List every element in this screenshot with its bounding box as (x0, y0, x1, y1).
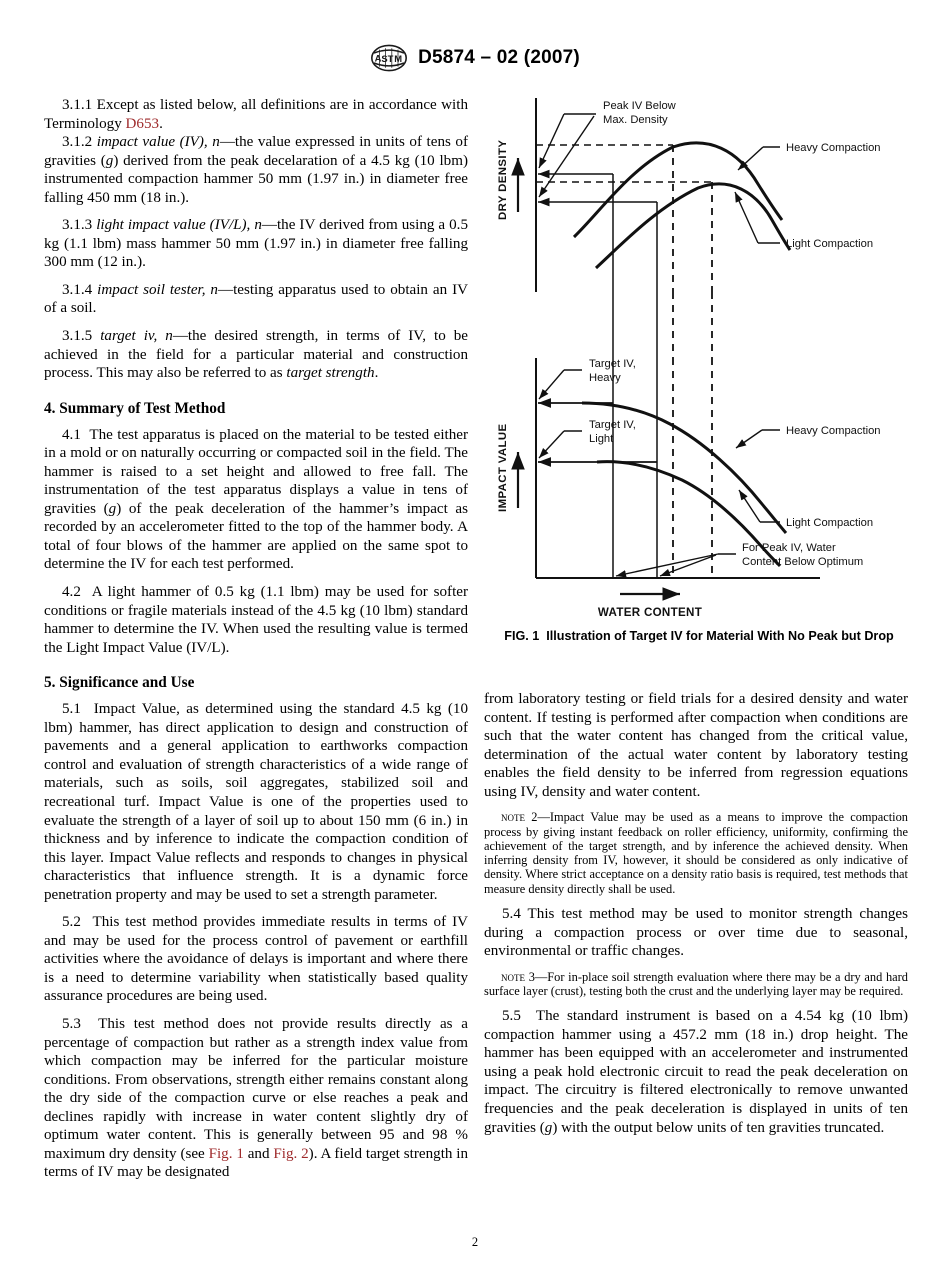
paragraph-3-1-5: 3.1.5 target iv, n—the desired strength, in terms of IV, to be achieved in the field for a particular material and construction process. This may also be referred to as target strength. (44, 328, 468, 382)
paragraph-3-1-4: 3.1.4 impact soil tester, n—testing apparatus used to obtain an IV of a soil. (44, 281, 468, 317)
paragraph-3-1-3: 3.1.3 light impact value (IV/L), n—the IV derived from using a 0.5 kg (1.1 lbm) mass hammer 50 mm (1.97 in.) in diameter free falling 300 mm (12 in.). (44, 217, 468, 271)
xref-d653[interactable]: D653 (125, 115, 160, 132)
heading-section-5: 5. Significance and Use (44, 674, 195, 692)
light-compaction-label-top: Light Compaction (786, 238, 874, 250)
paragraph-4-1: 4.1 The test apparatus is placed on the material to be tested either in a mold or on naturally occurring or compacted soil in the field. The hammer is raised to a set height and allowed to free fall. The instrumentation of the test apparatus displays a value in tens of gravities (g) of the peak deceleration of the hammer’s impact as recorded by an accelerometer fitted to the top of the hammer body. A total of four blows of the hammer are applied on the same spot to determine the IV for each test performed. (44, 426, 468, 573)
note-2-number: 2 (531, 810, 538, 825)
target-iv-light-label-line1: Target IV, (589, 419, 636, 431)
target-iv-light-label-line2: Light (589, 433, 614, 445)
note-2 (484, 810, 908, 896)
target-iv-light-pointer (539, 431, 564, 458)
paragraph-5-3: 5.3 This test method does not provide results directly as a percentage of compaction but rather as a strength index value from which compaction may be inferred for the particular moisture conditions. From observations, strength either remains constant along the dry side of the compaction curve or else reaches a peak and declines rapidly with increase in water content slightly dry of optimum water content. This is generally between 95 and 98 % maximum dry density (see Fig. 1 and Fig. 2). A field target strength in terms of IV may be designated (44, 1015, 469, 1181)
paragraph-5-4: 5.4 This test method may be used to monitor strength changes during a compaction process or over time due to seasonal, environmental or traffic changes. (484, 906, 908, 960)
peak-iv-annotation-line1: Peak IV Below (603, 100, 676, 112)
figure-1-graphic (490, 92, 908, 622)
bottom-panel-x-axis-label: WATER CONTENT (597, 606, 703, 619)
astm-logo-icon (370, 44, 408, 72)
heavy-compaction-label-bottom: Heavy Compaction (786, 425, 881, 437)
paragraph-4-2: 4.2 A light hammer of 0.5 kg (1.1 lbm) may be used for softer conditions or fragile materials instead of the 4.5 kg (10 lbm) standard hammer to determine the IV. When used the resulting value is termed the Light Impact Value (IV/L). (44, 584, 468, 656)
heading-section-4: 4. Summary of Test Method (44, 399, 226, 417)
inter-panel-connectors (613, 292, 712, 358)
note-3 (484, 970, 908, 999)
figure-1-caption-text: Illustration of Target IV for Material With No Peak but Drop (546, 629, 894, 643)
page-number: 2 (471, 1235, 479, 1249)
heavy-compaction-curve-top (574, 143, 782, 237)
note-3-label: note (501, 969, 525, 984)
right-column (484, 690, 908, 1137)
standard-designation: D5874 – 02 (2007) (418, 47, 580, 68)
peak-iv-arrow-light (539, 116, 594, 197)
paragraph-3-1-2: 3.1.2 impact value (IV), n—the value expressed in units of tens of gravities (g) derived from the peak decelaration of a 4.5 kg (10 lbm) instrumented compaction hammer 50 mm (1.97 in.) in diameter free falling 450 mm (18 in.). (44, 134, 468, 206)
peak-iv-annotation-line2: Max. Density (603, 114, 668, 126)
xref-fig-2[interactable]: Fig. 2 (273, 1145, 309, 1162)
figure-1-container (490, 92, 908, 644)
xref-fig-1[interactable]: Fig. 1 (208, 1145, 244, 1162)
paragraph-3-1-1: 3.1.1 Except as listed below, all definitions are in accordance with Terminology D653. (44, 97, 468, 132)
svg-text:A: A (374, 52, 382, 64)
svg-text:M: M (394, 52, 403, 64)
heavy-compaction-label-top: Heavy Compaction (786, 142, 881, 154)
paragraph-5-1: 5.1 Impact Value, as determined using the standard 4.5 kg (10 lbm) hammer, has direct application to design and construction of pavements and a general application to earthworks compaction control and evaluation of strength characteristics of a wide range of materials, such as soils, soil aggregates, stabilized soil and recreational turf. Impact Value is one of the properties used to evaluate the strength of a layer of soil up to about 150 mm (6 in.) in thickness and by inference to indicate the compaction condition of this layer. Impact Value reflects and responds to changes in physical characteristics that influence strength. It is a dynamic force penetration property and may be used to set a strength parameter. (44, 701, 468, 903)
figure-1-caption-number: FIG. 1 (504, 629, 540, 643)
figure-1-caption (490, 628, 908, 644)
left-column (44, 96, 468, 1182)
note-3-number: 3 (528, 969, 535, 984)
page-header (0, 44, 950, 78)
heavy-compaction-arrow-top (738, 147, 763, 170)
svg-text:T: T (387, 53, 394, 64)
bottom-panel-impact-value (497, 358, 881, 619)
note-3-text: —For in-place soil strength evaluation where there may be a dry and hard surface layer (crust), testing both the crust and the underlying layer may be required. (484, 969, 908, 998)
light-compaction-label-bottom: Light Compaction (786, 517, 874, 529)
target-iv-heavy-pointer (539, 370, 564, 399)
paragraph-5-3-continuation: from laboratory testing or field trials for a desired density and water content. If testing is performed after compaction when conditions are such that the water content has changed from the critical value, determination of the actual water content by laboratory testing enables the field density to be inferred from regression equations using IV, density and water content. (484, 691, 908, 800)
for-peak-iv-arrow-light (660, 555, 716, 576)
light-compaction-arrow-bottom (739, 490, 760, 522)
light-compaction-curve-top (596, 184, 790, 268)
heavy-compaction-arrow-bottom (736, 430, 762, 448)
target-iv-heavy-label-line1: Target IV, (589, 358, 636, 370)
top-panel-dry-density (497, 98, 881, 292)
for-peak-iv-label-line2: Content Below Optimum (742, 556, 864, 568)
svg-text:S: S (381, 52, 388, 64)
note-2-label: note (501, 810, 525, 825)
for-peak-iv-label-line1: For Peak IV, Water (742, 542, 836, 554)
paragraph-5-2: 5.2 This test method provides immediate results in terms of IV and may be used for the process control of pavement or earthfill activities where the avoidance of delays is important and where there is a need to determine variability when statistically based quality assurance procedures are being used. (44, 914, 468, 1005)
peak-iv-arrow-heavy (539, 114, 564, 168)
bottom-panel-y-axis-label: IMPACT VALUE (497, 423, 509, 512)
top-panel-y-axis-label: DRY DENSITY (497, 139, 509, 220)
note-2-text: —Impact Value may be used as a means to improve the compaction process by giving instant feedback on roller efficiency, uniformity, confirming the achievement of the target strength, and by inference the achieved density. When inferring density from IV, however, it should be considered as only indicative of density. Where strict acceptance on a density ratio basis is required, test methods that measure density directly shall be used. (484, 810, 908, 896)
target-iv-heavy-label-line2: Heavy (589, 372, 621, 384)
paragraph-5-5: 5.5 The standard instrument is based on a 4.54 kg (10 lbm) compaction hammer using a 457.2 mm (18 in.) drop height. The hammer has been equipped with an accelerometer and instrumented using a peak hold electronic circuit to read the peak deceleration on impact. The circuitry is filtered electronically to remove unwanted frequencies and the peak deceleration is displayed in units of ten gravities (g) with the output below units of ten gravities truncated. (484, 1008, 908, 1136)
